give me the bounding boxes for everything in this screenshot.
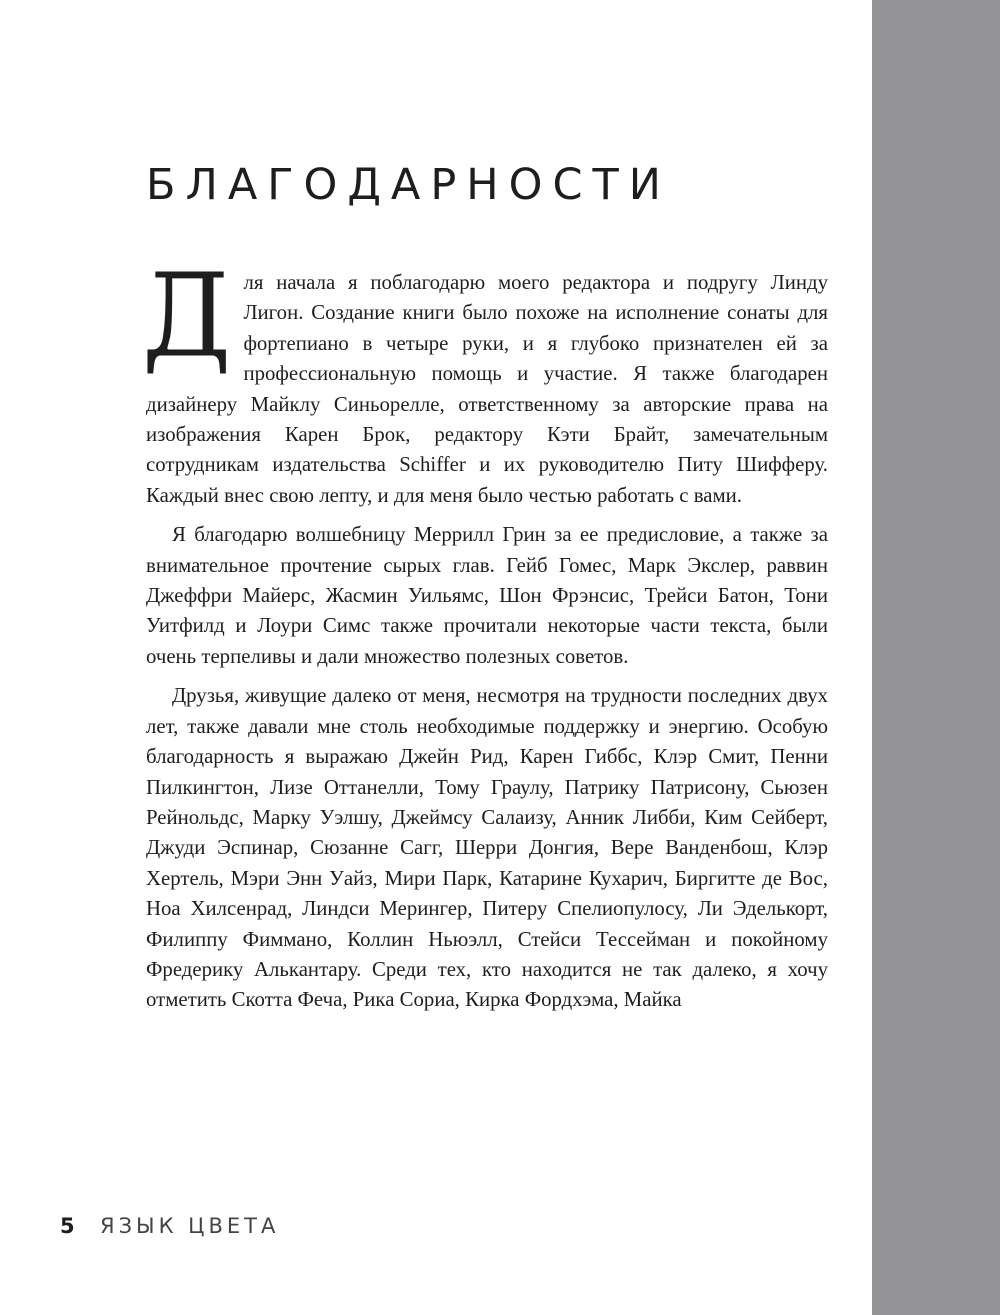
- body-text: [142, 248, 828, 1016]
- page-title: БЛАГОДАРНОСТИ: [146, 160, 671, 210]
- running-title: ЯЗЫК ЦВЕТА: [100, 1214, 280, 1238]
- paragraph-1: [142, 248, 828, 511]
- paragraph-3: Друзья, живущие далеко от меня, несмотря на трудности последних двух лет, также давали мне столь необходимые поддержку и энергию. Особую благодарность я выражаю Джейн Рид, Карен Гиббс, Клэр Смит, Пенни Пилкингтон, Лизе Оттанелли, Тому Граулу, Патрику Патрисону, Сьюзен Рейнольдс, Марку Уэлшу, Джеймсу Салаизу, Анник Либби, Ким Сейберт, Джуди Эспинар, Сюзанне Сагг, Шерри Донгия, Вере Ванденбош, Клэр Хертель, Мэри Энн Уайз, Мири Парк, Катарине Кухарич, Биргитте де Вос, Ноа Хилсенрад, Линдси Мерингер, Питеру Спелиопулосу, Ли Эделькорт, Филиппу Фиммано, Коллин Ньюэлл, Стейси Тессейман и покойному Фредерику Алькантару. Среди тех, кто находится не так далеко, я хочу отметить Скотта Феча, Рика Сориа, Кирка Фордхэма, Майка: [146, 684, 828, 1012]
- side-color-bar: [872, 0, 1000, 1315]
- page-number: 5: [60, 1214, 75, 1238]
- paragraph-2: Я благодарю волшебницу Меррилл Грин за ее предисловие, а также за внимательное прочтение сырых глав. Гейб Гомес, Марк Экслер, раввин Джеффри Майерс, Жасмин Уильямс, Шон Фрэнсис, Трейси Батон, Тони Уитфилд и Лоури Симс также прочитали некоторые части текста, были очень терпеливы и дали множество полезных советов.: [146, 523, 828, 668]
- page-footer: [60, 1214, 279, 1238]
- drop-cap: Д: [142, 248, 232, 384]
- paragraph-1-text: ля начала я поблагодарю моего редактора и подругу Линду Лигон. Создание книги было похоже на исполнение сонаты для фортепиано в четыре руки, и я глубоко признателен ей за профессиональную помощь и участие. Я также благодарен дизайнеру Майклу Синьорелле, ответственному за авторские права на изображения Карен Брок, редактору Кэти Брайт, замечательным сотрудникам издательства Schiffer и их руководителю Питу Шифферу. Каждый внес свою лепту, и для меня было честью работать с вами.: [146, 271, 828, 507]
